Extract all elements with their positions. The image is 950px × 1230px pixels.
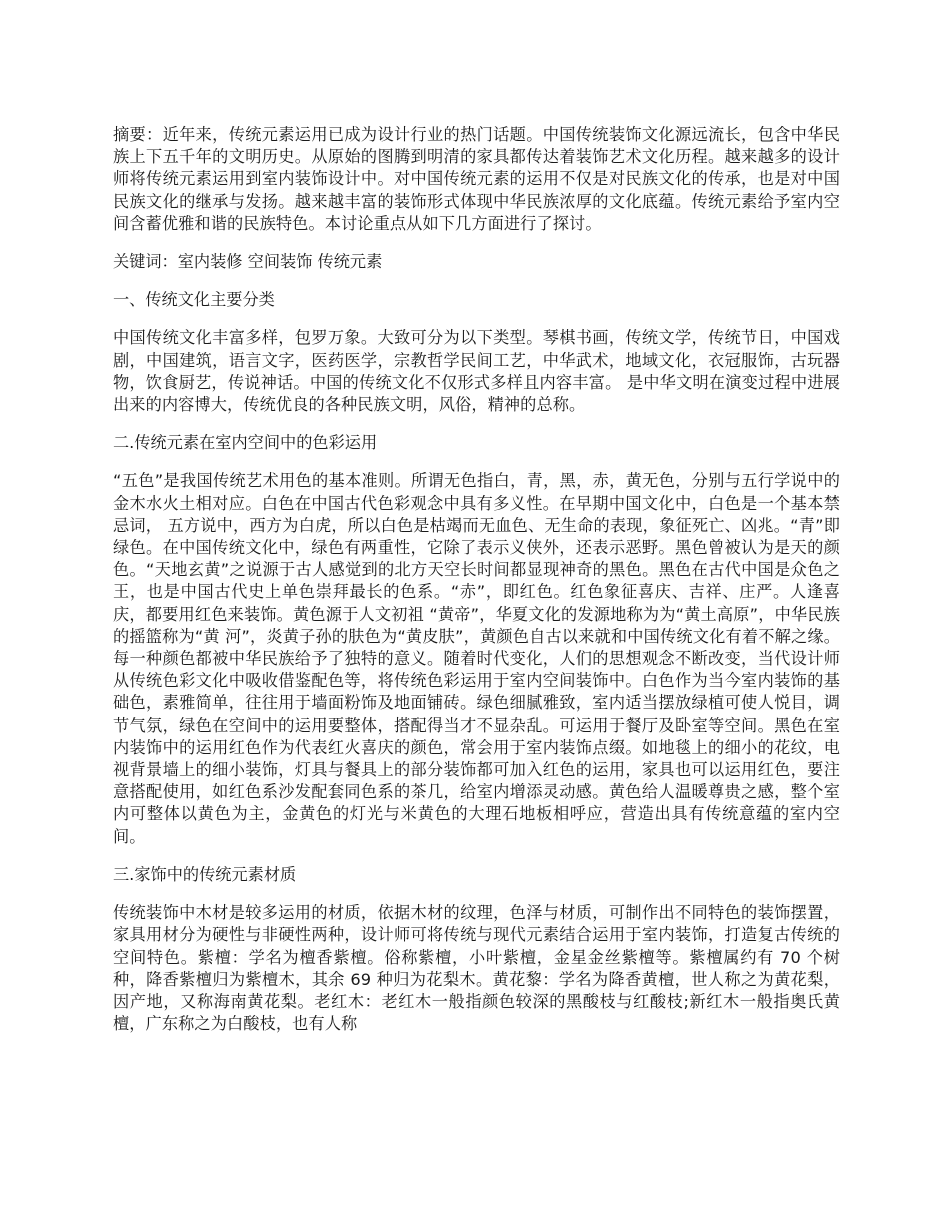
section-1-title: 一、传统文化主要分类: [113, 290, 275, 310]
section-1-body: 中国传统文化丰富多样，包罗万象。大致可分为以下类型。琴棋书画，传统文学，传统节日，中国戏剧，中国建筑，语言文字，医药医学，宗教哲学民间工艺，中华武术，地域文化，衣冠服饰，古玩器物，饮食厨艺，传说神话。中国的传统文化不仅形式多样且内容丰富。 是中华文明在演变过程中进展出来的内容博大，传统优良的各种民族文明，风俗，精神的总称。: [113, 328, 840, 415]
section-2-title: 二.传统元素在室内空间中的色彩运用: [113, 433, 378, 453]
keywords-line: 关键词：室内装修 空间装饰 传统元素: [113, 252, 383, 272]
abstract-paragraph: 摘要：近年来，传统元素运用已成为设计行业的热门话题。中国传统装饰文化源远流长，包含中华民族上下五千年的文明历史。从原始的图腾到明清的家具都传达着装饰艺术文化历程。越来越多的设计师将传统元素运用到室内装饰设计中。对中国传统元素的运用不仅是对民族文化的传承，也是对中国民族文化的继承与发扬。越来越丰富的装饰形式体现中华民族浓厚的文化底蕴。传统元素给予室内空间含蓄优雅和谐的民族特色。本讨论重点从如下几方面进行了探讨。: [113, 125, 840, 233]
section-2-body: “五色”是我国传统艺术用色的基本准则。所谓无色指白，青，黑，赤，黄无色，分别与五行学说中的金木水火土相对应。白色在中国古代色彩观念中具有多义性。在早期中国文化中，白色是一个基本禁忌词， 五方说中，西方为白虎，所以白色是枯竭而无血色、无生命的表现，象征死亡、凶兆。“青”即绿色。在中国传统文化中，绿色有两重性，它除了表示义侠外，还表示恶野。黑色曾被认为是天的颜色。“天地玄黄”之说源于古人感觉到的北方天空长时间都显现神奇的黑色。黑色在古代中国是众色之王，也是中国古代史上单色崇拜最长的色系。“赤”，即红色。红色象征喜庆、吉祥、庄严。人逢喜庆，都要用红色来装饰。黄色源于人文初祖 “黄帝”，华夏文化的发源地称为为“黄土高原”，中华民族的摇篮称为“黄 河”，炎黄子孙的肤色为“黄皮肤”，黄颜色自古以来就和中国传统文化有着不解之缘。每一种颜色都被中华民族给予了独特的意义。随着时代变化，人们的思想观念不断改变，当代设计师从传统色彩文化中吸收借鉴配色等，将传统色彩运用于室内空间装饰中。白色作为当今室内装饰的基础色，素雅简单，往往用于墙面粉饰及地面铺砖。绿色细腻雅致，室内适当摆放绿植可使人悦目，调节气氛，绿色在空间中的运用要整体，搭配得当才不显杂乱。可运用于餐厅及卧室等空间。黑色在室内装饰中的运用红色作为代表红火喜庆的颜色，常会用于室内装饰点缀。如地毯上的细小的花纹，电视背景墙上的细小装饰，灯具与餐具上的部分装饰都可加入红色的运用，家具也可以运用红色，要注意搭配使用，如红色系沙发配套同色系的茶几，给室内增添灵动感。黄色给人温暖尊贵之感，整个室内可整体以黄色为主，金黄色的灯光与米黄色的大理石地板相呼应，营造出具有传统意蕴的室内空间。: [113, 471, 840, 846]
section-3-body: 传统装饰中木材是较多运用的材质，依据木材的纹理，色泽与材质，可制作出不同特色的装饰摆置，家具用材分为硬性与非硬性两种，设计师可将传统与现代元素结合运用于室内装饰，打造复古传统的空间特色。紫檀：学名为檀香紫檀。俗称紫檀，小叶紫檀，金星金丝紫檀等。紫檀属约有 70 个树种，降香紫檀归为紫檀木，其余 69 种归为花梨木。黄花黎：学名为降香黄檀，世人称之为黄花梨，因产地，又称海南黄花梨。老红木：老红木一般指颜色较深的黑酸枝与红酸枝;新红木一般指奥氏黄檀，广东称之为白酸枝，也有人称: [113, 903, 840, 1034]
document-page: [113, 124, 840, 1035]
section-3-title: 三.家饰中的传统元素材质: [113, 864, 297, 884]
